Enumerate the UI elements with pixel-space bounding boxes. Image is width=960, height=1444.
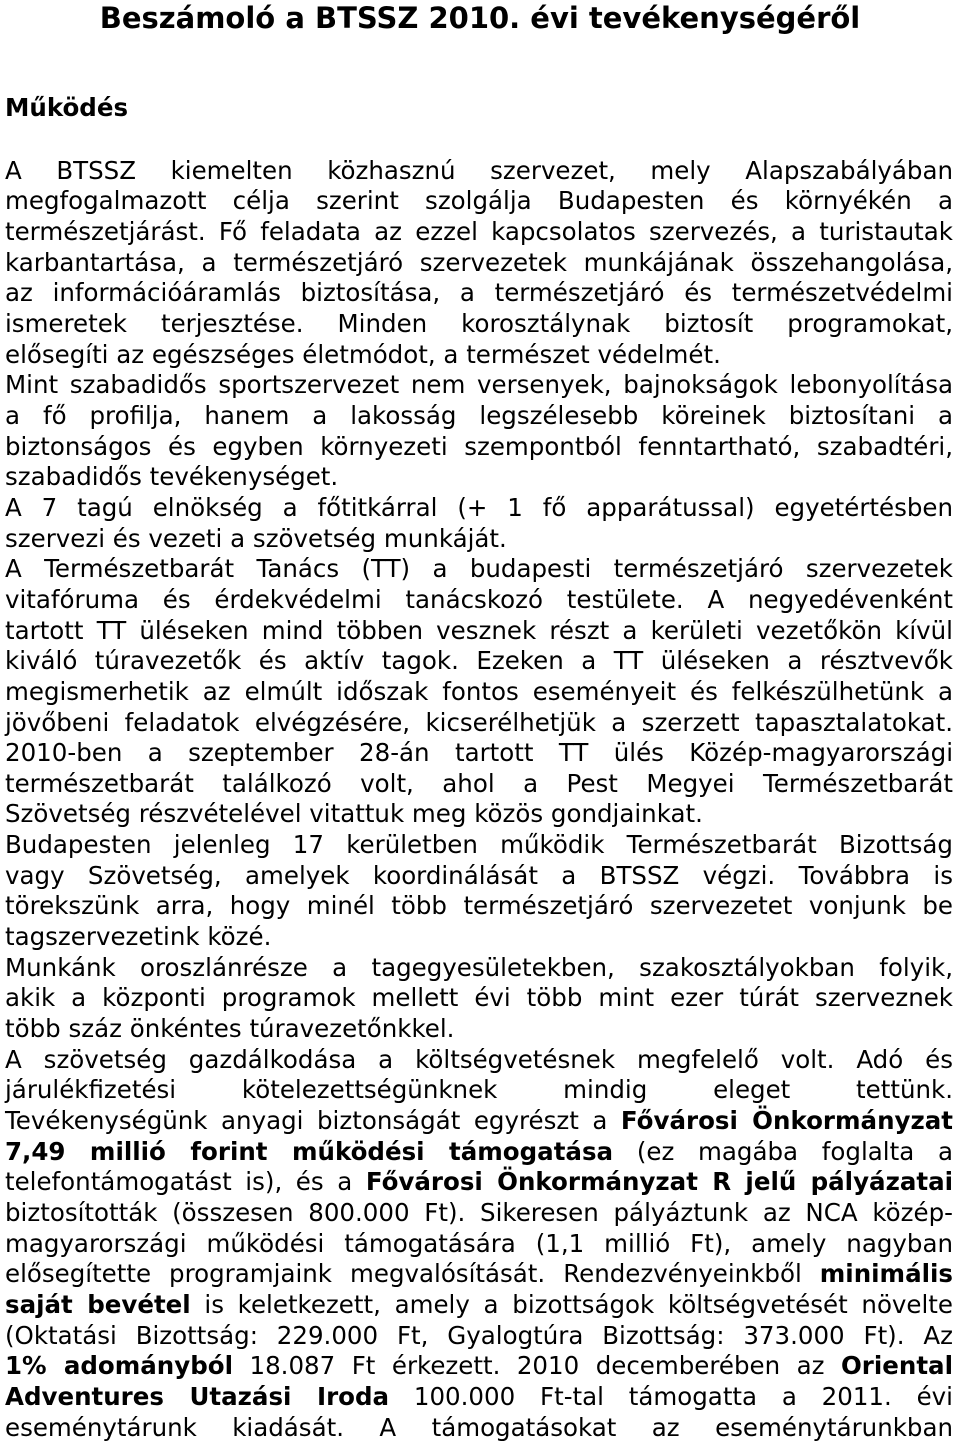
bold-text: minimális	[819, 1259, 953, 1289]
text-run: elősegítette programjaink megvalósítását. Rendezvényeinkből	[5, 1259, 820, 1289]
text-run: A 7 tagú elnökség a főtitkárral (+ 1 fő apparátussal) egyetértésben	[5, 492, 953, 522]
text-line	[5, 1229, 953, 1260]
text-run: a fő profilja, hanem a lakosság legszélesebb köreinek biztosítani a	[5, 400, 953, 430]
text-run: (ez magába foglalta a	[613, 1136, 953, 1166]
paragraph	[5, 830, 953, 953]
text-line	[5, 217, 953, 248]
text-line	[5, 861, 953, 892]
text-line	[5, 1106, 953, 1137]
text-line	[5, 493, 953, 524]
text-line	[5, 1321, 953, 1352]
bold-text: Adventures Utazási Iroda	[5, 1381, 390, 1411]
text-run: Mint szabadidős sportszervezet nem versenyek, bajnokságok lebonyolítása	[5, 370, 953, 400]
text-line	[5, 1045, 953, 1076]
text-line	[5, 309, 953, 340]
text-run: elősegíti az egészséges életmódot, a természet védelmét.	[5, 339, 721, 369]
text-run: telefontámogatást is), és a	[5, 1167, 366, 1197]
text-line	[5, 585, 953, 616]
text-run: biztosították (összesen 800.000 Ft). Sikeresen pályáztunk az NCA közép-	[5, 1198, 953, 1227]
text-line	[5, 983, 953, 1014]
paragraph	[5, 493, 953, 554]
bold-text: 1% adományból	[5, 1351, 233, 1381]
text-line	[5, 432, 953, 463]
text-run: megfogalmazott célja szerint szolgálja Budapesten és környékén a	[5, 186, 953, 216]
text-line	[5, 1198, 953, 1229]
text-line	[5, 799, 953, 830]
text-run: természetbarát találkozó volt, ahol a Pest Megyei Természetbarát	[5, 768, 953, 798]
paragraph	[5, 156, 953, 371]
text-line	[5, 616, 953, 647]
paragraph	[5, 1045, 953, 1444]
text-line	[5, 1290, 953, 1321]
text-line	[5, 1413, 953, 1444]
text-line	[5, 677, 953, 708]
text-run: vagy Szövetség, amelyek koordinálását a BTSSZ végzi. Továbbra is	[5, 860, 953, 890]
text-run: 2010-ben a szeptember 28-án tartott TT ülés Közép-magyarországi	[5, 738, 953, 768]
text-line	[5, 186, 953, 217]
body-text	[5, 156, 953, 1444]
text-line	[5, 1382, 953, 1413]
section-heading: Működés	[5, 93, 129, 122]
paragraph	[5, 554, 953, 830]
text-line	[5, 708, 953, 739]
text-run: jövőbeni feladatok elvégzésére, kicserélhetjük a szerzett tapasztalatokat.	[5, 707, 953, 737]
text-run: Szövetség részvételével vitattuk meg közös gondjainkat.	[5, 799, 703, 829]
text-run: (Oktatási Bizottság: 229.000 Ft, Gyalogtúra Bizottság: 373.000 Ft). Az	[5, 1320, 953, 1350]
bold-text: 7,49 millió forint működési támogatása	[5, 1136, 614, 1166]
text-run: eseménytárunk kiadását. A támogatásokat az eseménytárunkban	[5, 1412, 953, 1442]
text-run: akik a központi programok mellett évi több mint ezer túrát szerveznek	[5, 983, 953, 1013]
text-line	[5, 248, 953, 279]
text-line	[5, 922, 953, 953]
text-run: A BTSSZ kiemelten közhasznú szervezet, mely Alapszabályában	[5, 155, 953, 185]
text-line	[5, 830, 953, 861]
text-run: kiváló túravezetők és aktív tagok. Ezeken a TT üléseken a résztvevők	[5, 646, 953, 676]
text-run: karbantartása, a természetjáró szervezetek munkájának összehangolása,	[5, 247, 953, 277]
text-run: Budapesten jelenleg 17 kerületben működik Természetbarát Bizottság	[5, 830, 953, 860]
text-line	[5, 1014, 953, 1045]
text-run: ismeretek terjesztése. Minden korosztálynak biztosít programokat,	[5, 308, 953, 338]
text-line	[5, 156, 953, 187]
text-run: Tevékenységünk anyagi biztonságát egyrészt a	[5, 1106, 621, 1136]
text-line	[5, 340, 953, 371]
text-run: tartott TT üléseken mind többen vesznek részt a kerületi vezetőkön kívül	[5, 615, 953, 645]
text-run: 100.000 Ft-tal támogatta a 2011. évi	[389, 1381, 953, 1411]
text-line	[5, 370, 953, 401]
text-run: törekszünk arra, hogy minél több természetjáró szervezetet vonjunk be	[5, 891, 953, 921]
text-run: A Természetbarát Tanács (TT) a budapesti természetjáró szervezetek	[5, 554, 953, 584]
text-line	[5, 554, 953, 585]
text-line	[5, 891, 953, 922]
text-run: A szövetség gazdálkodása a költségvetésnek megfelelő volt. Adó és	[5, 1044, 953, 1074]
text-line	[5, 462, 953, 493]
text-run: természetjárást. Fő feladata az ezzel kapcsolatos szervezés, a turistautak	[5, 217, 953, 246]
text-run: szabadidős tevékenységet.	[5, 462, 339, 492]
bold-text: saját bevétel	[5, 1289, 191, 1319]
text-run: vitafóruma és érdekvédelmi tanácskozó testülete. A negyedévenként	[5, 584, 953, 614]
bold-text: Fővárosi Önkormányzat R jelű pályázatai	[365, 1167, 954, 1197]
text-run: is keletkezett, amely a bizottságok költségvetését növelte	[190, 1289, 953, 1319]
text-run: járulékfizetési kötelezettségünknek mindig eleget tettünk.	[5, 1075, 953, 1105]
text-run: 18.087 Ft érkezett. 2010 decemberében az	[232, 1351, 841, 1381]
text-line	[5, 1351, 953, 1382]
text-run: több száz önkéntes túravezetőnkkel.	[5, 1014, 455, 1044]
document-title: Beszámoló a BTSSZ 2010. évi tevékenységéről	[99, 1, 861, 35]
text-line	[5, 953, 953, 984]
paragraph	[5, 370, 953, 493]
text-run: az információáramlás biztosítása, a természetjáró és természetvédelmi	[5, 278, 953, 308]
text-line	[5, 524, 953, 555]
text-line	[5, 769, 953, 800]
bold-text: Fővárosi Önkormányzat	[620, 1106, 953, 1136]
text-line	[5, 646, 953, 677]
text-line	[5, 278, 953, 309]
text-run: magyarországi működési támogatására (1,1 millió Ft), amely nagyban	[5, 1228, 953, 1258]
text-run: tagszervezetink közé.	[5, 922, 272, 952]
text-line	[5, 1137, 953, 1168]
bold-text: Oriental	[840, 1351, 953, 1381]
text-run: biztonságos és egyben környezeti szempontból fenntartható, szabadtéri,	[5, 431, 953, 461]
text-run: Munkánk oroszlánrésze a tagegyesületekben, szakosztályokban folyik,	[5, 952, 953, 982]
text-line	[5, 1259, 953, 1290]
text-line	[5, 401, 953, 432]
paragraph	[5, 953, 953, 1045]
text-line	[5, 1075, 953, 1106]
text-line	[5, 1167, 953, 1198]
text-run: megismerhetik az elmúlt időszak fontos eseményeit és felkészülhetünk a	[5, 676, 953, 706]
text-line	[5, 738, 953, 769]
text-run: szervezi és vezeti a szövetség munkáját.	[5, 523, 507, 553]
